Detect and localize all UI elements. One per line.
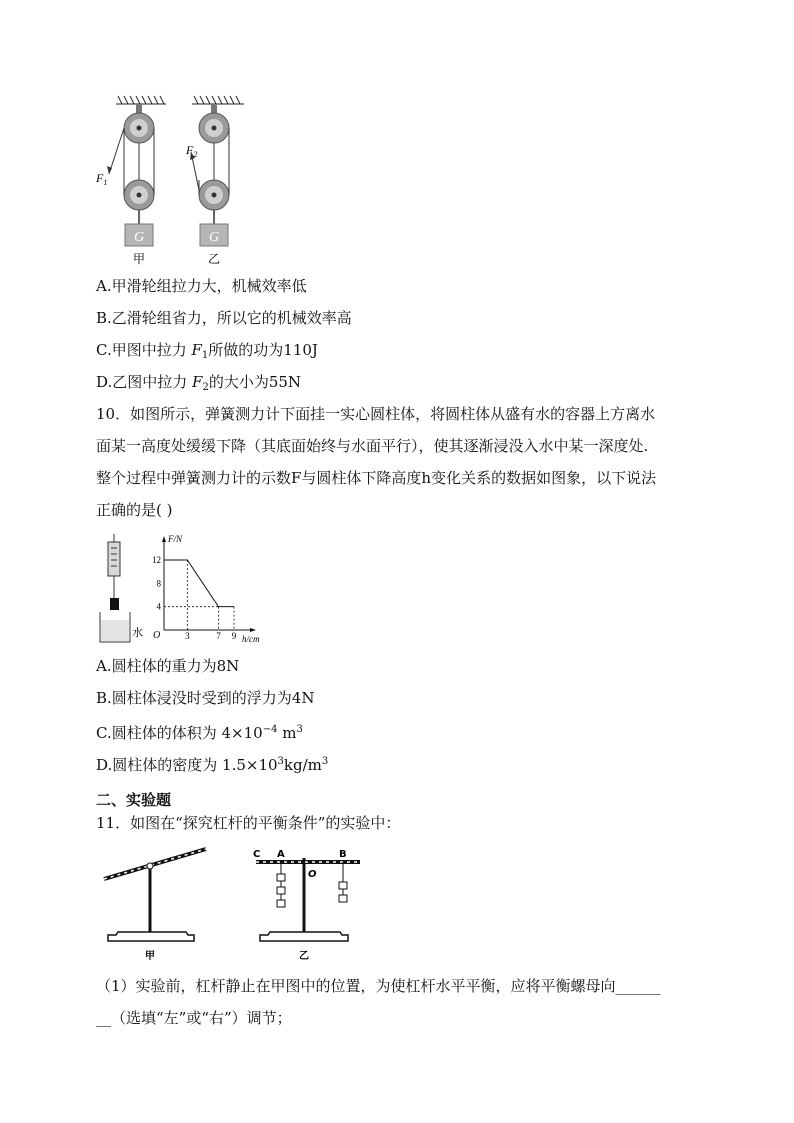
x-tick-label-3: 3 [185,631,190,641]
point-a: A [277,849,285,860]
q10-stem-line-1: 10．如图所示，弹簧测力计下面挂一实心圆柱体，将圆柱体从盛有水的容器上方离水 [96,405,656,423]
q10-option-d: D.圆柱体的密度为 $1.5\times 10^3kg/m^3$ [96,756,329,774]
point-b: B [339,849,347,860]
origin-label: O [153,630,161,641]
y-tick-label-8: 8 [156,578,161,589]
q11-sub1-line-1: （1）实验前，杠杆静止在甲图中的位置，为使杠杆水平平衡，应将平衡螺母向______ [96,977,661,995]
water-label: 水 [132,626,143,639]
lever-caption-left: 甲 [145,951,155,962]
q10-option-a: A.圆柱体的重力为8N [96,657,240,675]
q10-stem-line-2: 面某一高度处缓缓下降（其底面始终与水面平行），使其逐渐浸没入水中某一深度处. [96,437,649,455]
q9-option-a: A.甲滑轮组拉力大，机械效率低 [96,277,307,295]
q10-option-c: C.圆柱体的体积为 $4\times 10^{-4}$ $m^3$ [96,724,303,742]
q10-stem-line-3: 整个过程中弹簧测力计的示数F与圆柱体下降高度h变化关系的数据如图象，以下说法 [96,469,657,487]
f-h-chart [152,534,270,642]
weight-label-right: G [208,230,220,245]
ceiling-right [192,96,244,104]
pulley-figure [92,94,272,266]
series-line [164,560,234,607]
q9-option-b: B.乙滑轮组省力，所以它的机械效率高 [96,309,352,327]
lever-figure [96,842,366,966]
y-tick-label-4: 4 [156,601,161,612]
caption-right: 乙 [207,252,221,266]
lever-right [253,849,360,962]
lever-caption-right: 乙 [299,951,309,962]
x-tick-label-7: 7 [216,631,221,641]
y-axis-label: F/N [168,534,183,544]
point-o: O [308,869,317,880]
label-f2: $F_2$ [186,143,198,159]
caption-left: 甲 [132,252,146,266]
q11-sub1-line-2: __（选填“左”或“右”）调节； [96,1009,292,1027]
point-c: C [253,849,261,860]
q11-stem: 11．如图在“探究杠杆的平衡条件”的实验中： [96,814,401,832]
q10-option-b: B.圆柱体浸没时受到的浮力为4N [96,689,315,707]
ceiling-left [116,96,166,104]
y-tick-label-12: 12 [152,555,161,565]
q9-option-c: C.甲图中拉力 $F_1$所做的功为110J [96,341,318,361]
section-heading: 二、实验题 [96,791,172,809]
x-axis-label: h/cm [242,634,260,642]
x-tick-label-9: 9 [231,631,237,641]
lever-left [104,849,206,962]
weight-label-left: G [133,230,145,245]
pulley-system-left [107,104,154,246]
q10-stem-line-4: 正确的是( ) [96,501,173,519]
q9-option-d: D.乙图中拉力 $F_2$的大小为55N [96,373,302,393]
label-f1: $F_1$ [96,171,108,187]
pulley-system-right [190,104,229,246]
spring-scale-figure [94,534,154,646]
